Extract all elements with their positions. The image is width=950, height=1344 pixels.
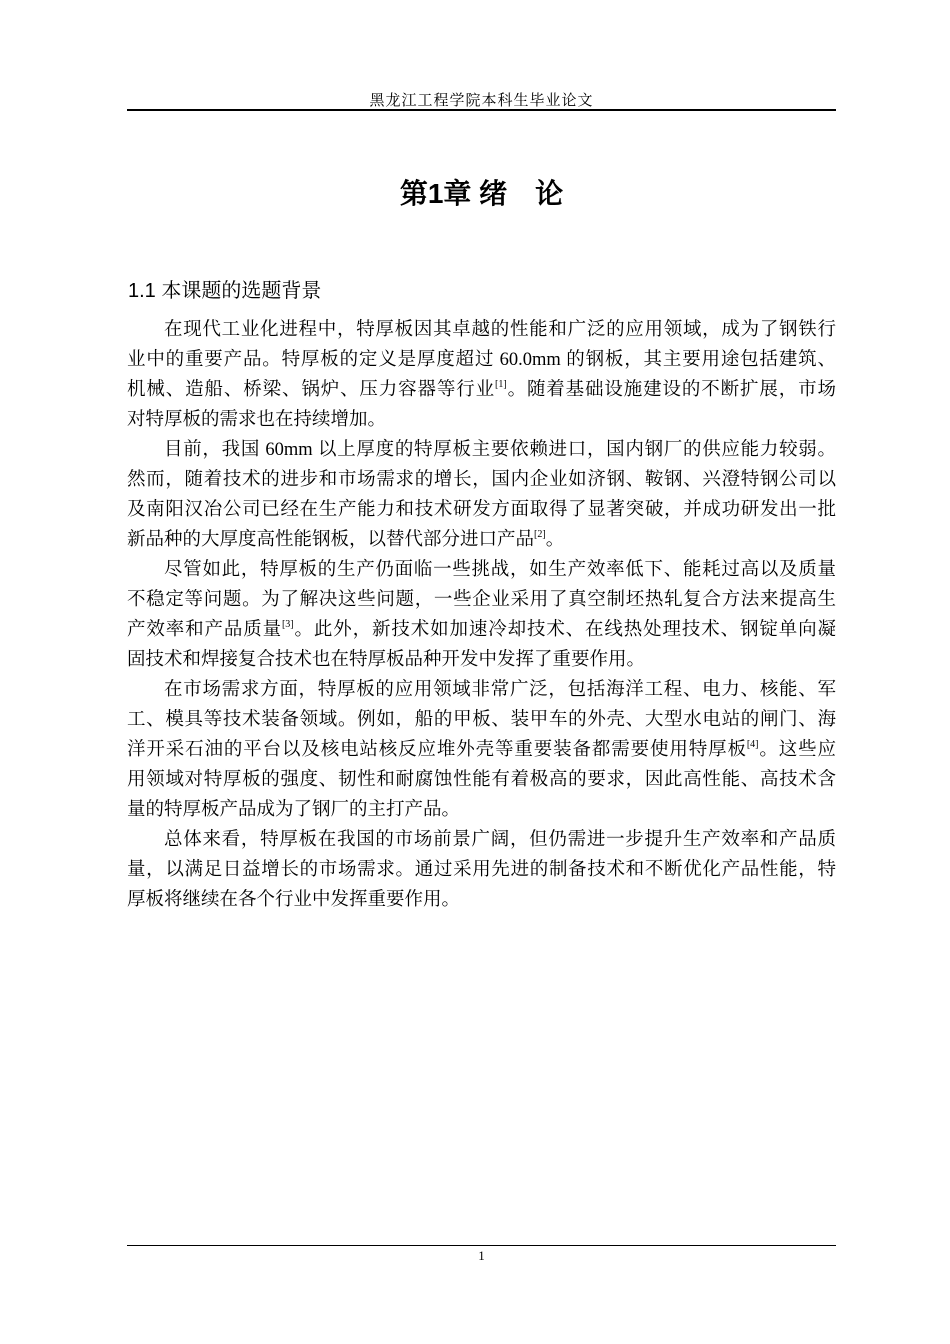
text-segment: 工、模具等技术装备领域。例如，船的甲板、装甲车的外壳、大型水电站的闸门、海 [127, 710, 836, 730]
text-segment: 尽管如此，特厚板的生产仍面临一些挑战，如生产效率低下、能耗过高以及质量 [164, 560, 836, 580]
text-segment: 。随着基础设施建设的不断扩展，市场 [506, 380, 836, 400]
text-segment: 机械、造船、桥梁、锅炉、压力容器等行业 [127, 380, 496, 400]
paragraph [127, 675, 836, 825]
text-line [127, 435, 836, 465]
text-segment: 厚板将继续在各个行业中发挥重要作用。 [127, 890, 461, 910]
citation-superscript: [3] [281, 619, 294, 630]
text-segment: 在现代工业化进程中，特厚板因其卓越的性能和广泛的应用领域，成为了钢铁行 [164, 320, 836, 340]
body-text [127, 315, 836, 915]
citation-superscript: [4] [746, 739, 759, 750]
text-line [127, 585, 836, 615]
text-segment: 在市场需求方面，特厚板的应用领域非常广泛，包括海洋工程、电力、核能、军 [164, 680, 836, 700]
text-line [127, 495, 836, 525]
text-segment: 固技术和焊接复合技术也在特厚板品种开发中发挥了重要作用。 [127, 650, 646, 670]
text-line [127, 765, 836, 795]
citation-superscript: [2] [534, 529, 546, 540]
text-line [127, 525, 836, 555]
paragraph [127, 555, 836, 675]
text-segment: 。此外，新技术如加速冷却技术、在线热处理技术、钢锭单向凝 [293, 620, 836, 640]
text-line [127, 615, 836, 645]
text-line [127, 555, 836, 585]
paragraph [127, 315, 836, 435]
paragraph [127, 825, 836, 915]
text-segment: 总体来看，特厚板在我国的市场前景广阔，但仍需进一步提升生产效率和产品质 [164, 830, 836, 850]
text-line [127, 705, 836, 735]
text-segment: 业中的重要产品。特厚板的定义是厚度超过 60.0mm 的钢板，其主要用途包括建筑、 [127, 350, 836, 370]
text-segment: 洋开采石油的平台以及核电站核反应堆外壳等重要装备都需要使用特厚板 [127, 740, 747, 760]
footer-divider [127, 1245, 836, 1246]
page-number: 1 [478, 1248, 485, 1263]
text-segment: 及南阳汉冶公司已经在生产能力和技术研发方面取得了显著突破，并成功研发出一批 [127, 500, 836, 520]
text-segment: 量，以满足日益增长的市场需求。通过采用先进的制备技术和不断优化产品性能，特 [127, 860, 836, 880]
text-line [127, 345, 836, 375]
text-segment: 新品种的大厚度高性能钢板，以替代部分进口产品 [127, 530, 535, 550]
section-heading: 1.1 本课题的选题背景 [128, 280, 322, 302]
text-segment: 然而，随着技术的进步和市场需求的增长，国内企业如济钢、鞍钢、兴澄特钢公司以 [127, 470, 836, 490]
text-line [127, 315, 836, 345]
text-segment: 对特厚板的需求也在持续增加。 [127, 410, 387, 430]
text-line [127, 465, 836, 495]
text-line [127, 405, 836, 435]
text-segment: 。 [545, 530, 565, 550]
text-segment: 产效率和产品质量 [127, 620, 282, 640]
text-segment: 。这些应 [758, 740, 836, 760]
text-line [127, 855, 836, 885]
citation-superscript: [1] [495, 379, 507, 390]
text-segment: 量的特厚板产品成为了钢厂的主打产品。 [127, 800, 461, 820]
text-line [127, 795, 836, 825]
paragraph [127, 435, 836, 555]
text-segment: 不稳定等问题。为了解决这些问题，一些企业采用了真空制坯热轧复合方法来提高生 [127, 590, 836, 610]
text-line [127, 675, 836, 705]
text-line [127, 645, 836, 675]
header-divider [127, 109, 836, 111]
text-segment: 用领域对特厚板的强度、韧性和耐腐蚀性能有着极高的要求，因此高性能、高技术含 [127, 770, 836, 790]
chapter-title: 第1章 绪 论 [399, 178, 564, 209]
running-header: 黑龙江工程学院本科生毕业论文 [369, 93, 594, 109]
text-segment: 目前，我国 60mm 以上厚度的特厚板主要依赖进口，国内钢厂的供应能力较弱。 [164, 440, 836, 460]
text-line [127, 885, 836, 915]
text-line [127, 375, 836, 405]
text-line [127, 735, 836, 765]
text-line [127, 825, 836, 855]
